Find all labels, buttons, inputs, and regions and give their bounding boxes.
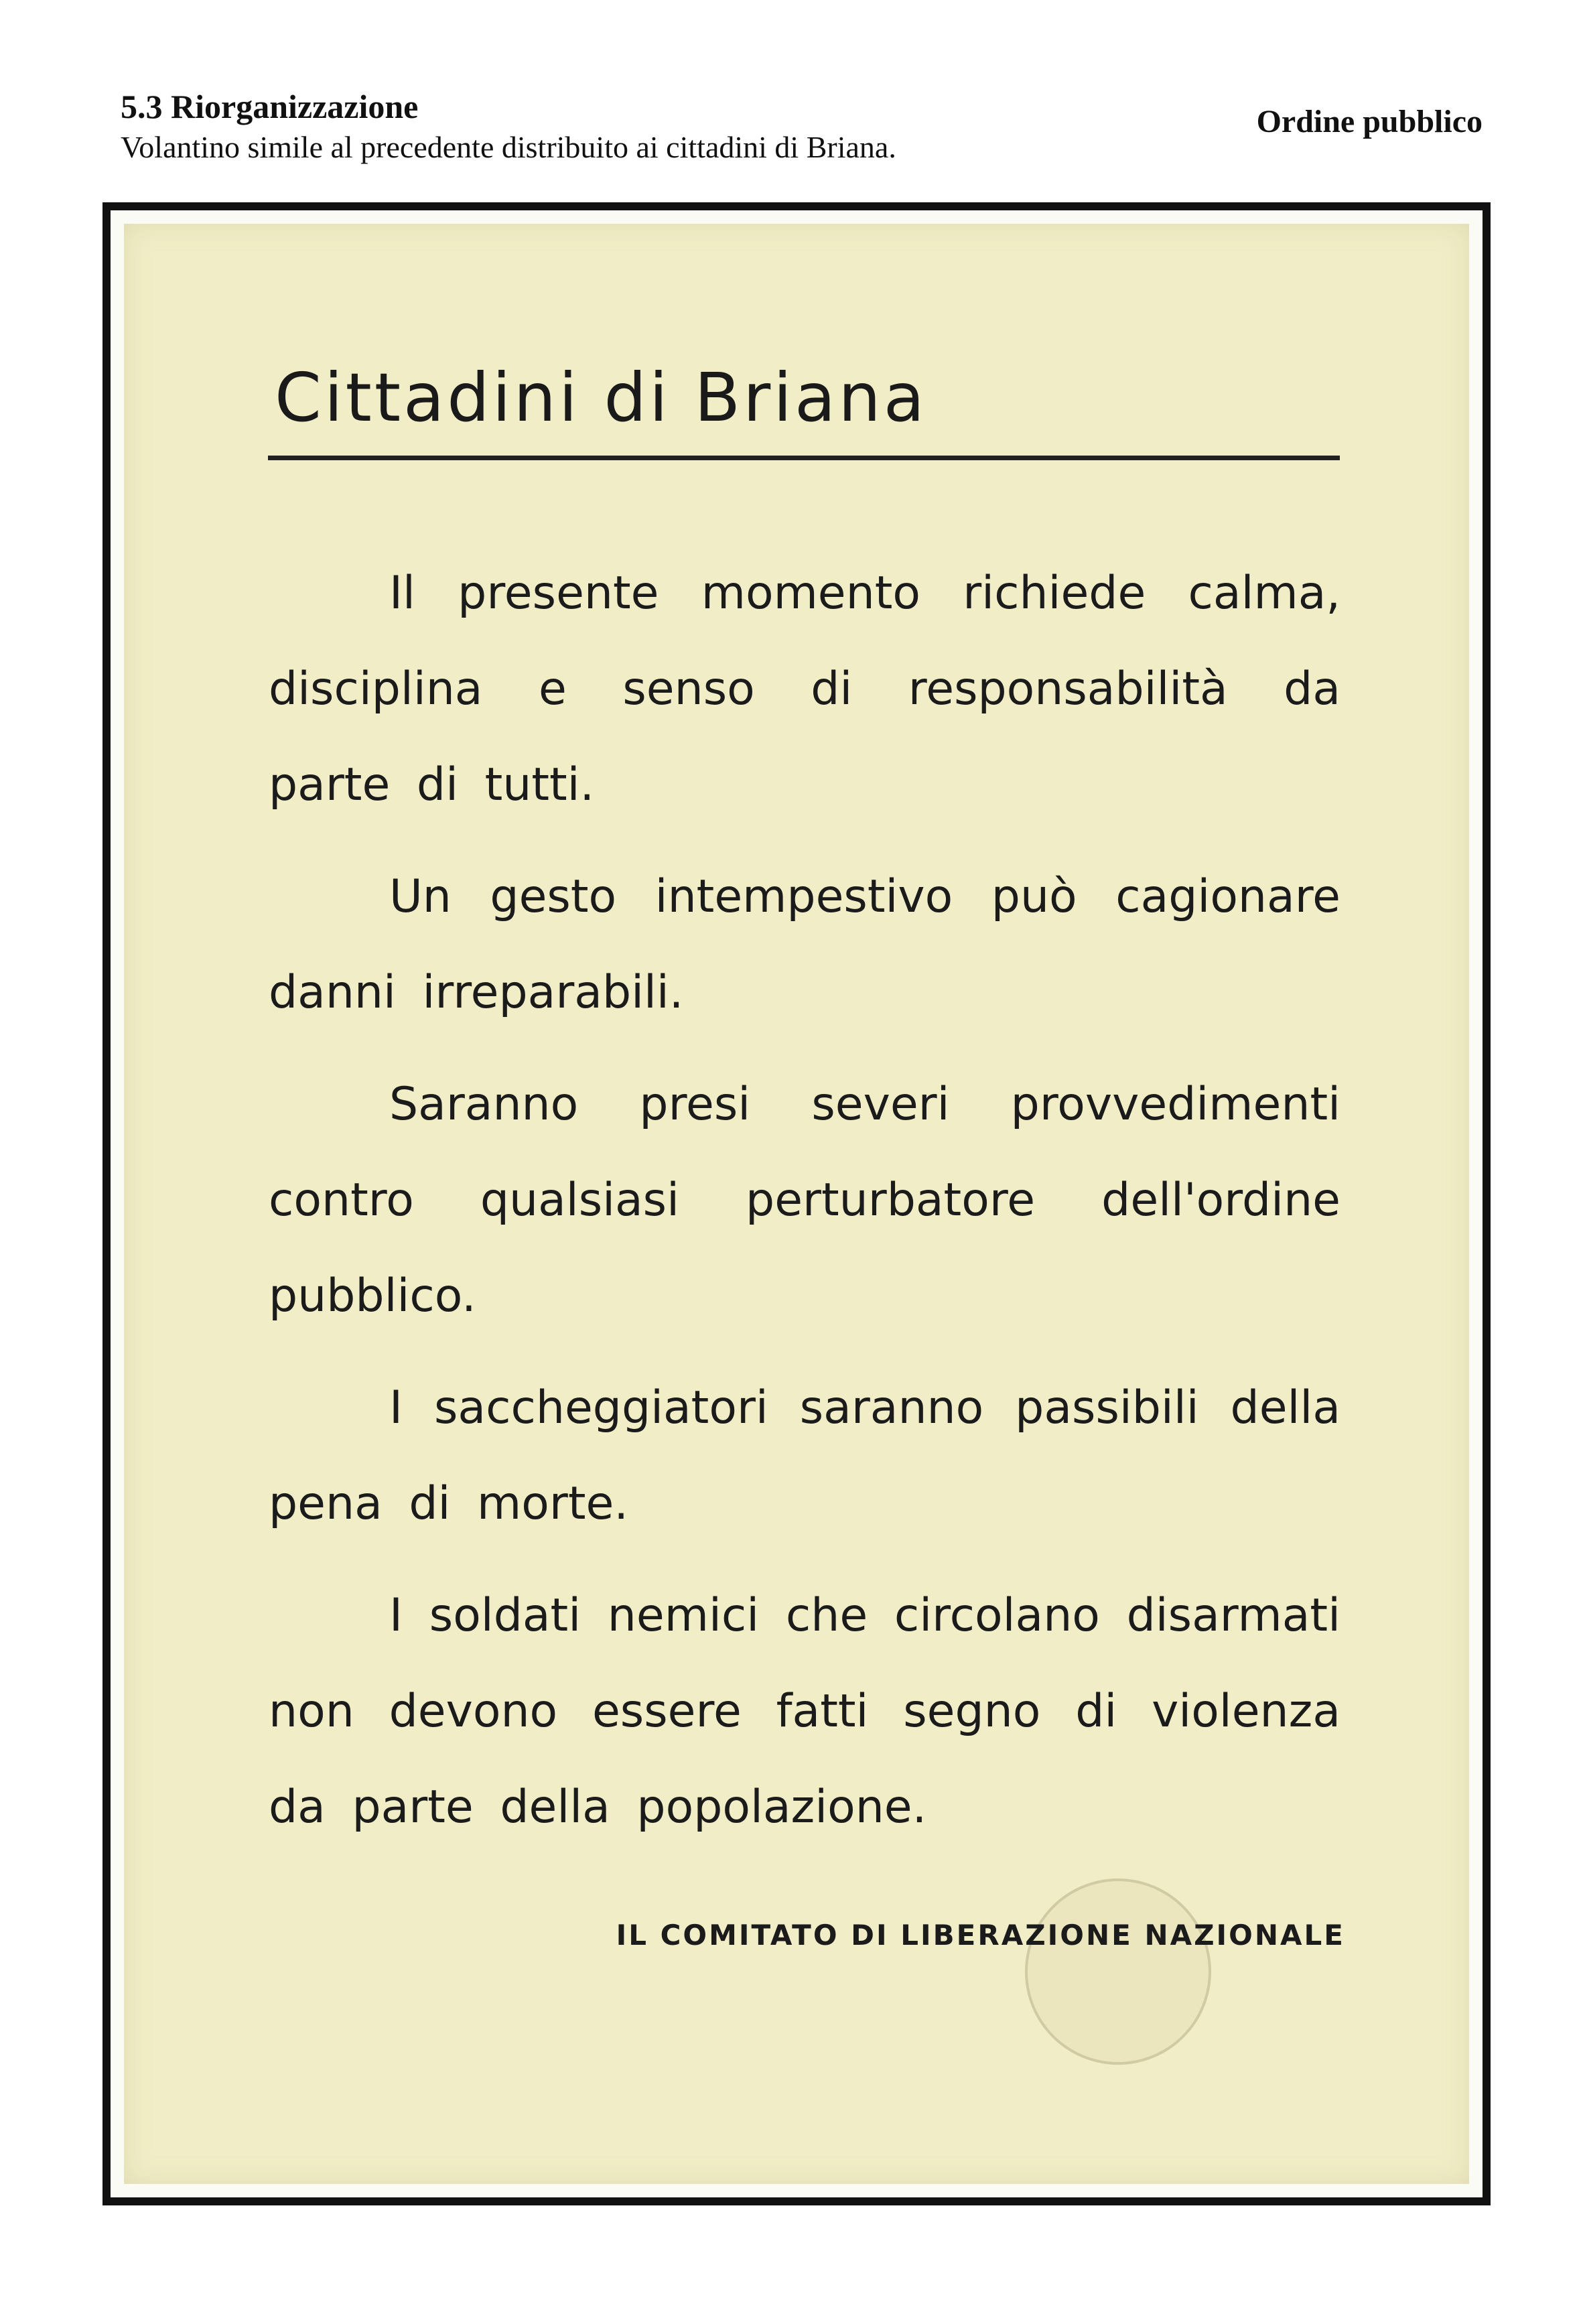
- section-subtitle: Volantino simile al precedente distribuito ai cittadini di Briana.: [121, 130, 896, 164]
- paragraph-saccheggiatori: I saccheggiatori saranno passibili della pena di morte.: [269, 1381, 1340, 1530]
- section-tag: Ordine pubblico: [1256, 104, 1483, 139]
- leaflet-body: [269, 545, 1340, 1871]
- leaflet-paper: [124, 224, 1469, 2184]
- embossed-seal: [1025, 1878, 1211, 2065]
- title-underline: [268, 456, 1340, 460]
- document-frame: [102, 202, 1491, 2205]
- paragraph-calma: Il presente momento richiede calma, disciplina e senso di responsabilità da parte di tutti.: [269, 567, 1340, 811]
- signature: IL COMITATO DI LIBERAZIONE NAZIONALE: [616, 1919, 1345, 1952]
- paragraph-gesto: Un gesto intempestivo può cagionare danni irreparabili.: [269, 870, 1340, 1019]
- section-title: 5.3 Riorganizzazione: [121, 88, 419, 125]
- leaflet-title: Cittadini di Briana: [275, 358, 927, 437]
- paragraph-provvedimenti: Saranno presi severi provvedimenti contro qualsiasi perturbatore dell'ordine pubblico.: [269, 1078, 1340, 1322]
- page-header: [121, 86, 896, 167]
- paragraph-soldati: I soldati nemici che circolano disarmati non devono essere fatti segno di violenza da parte della popolazione.: [269, 1589, 1340, 1834]
